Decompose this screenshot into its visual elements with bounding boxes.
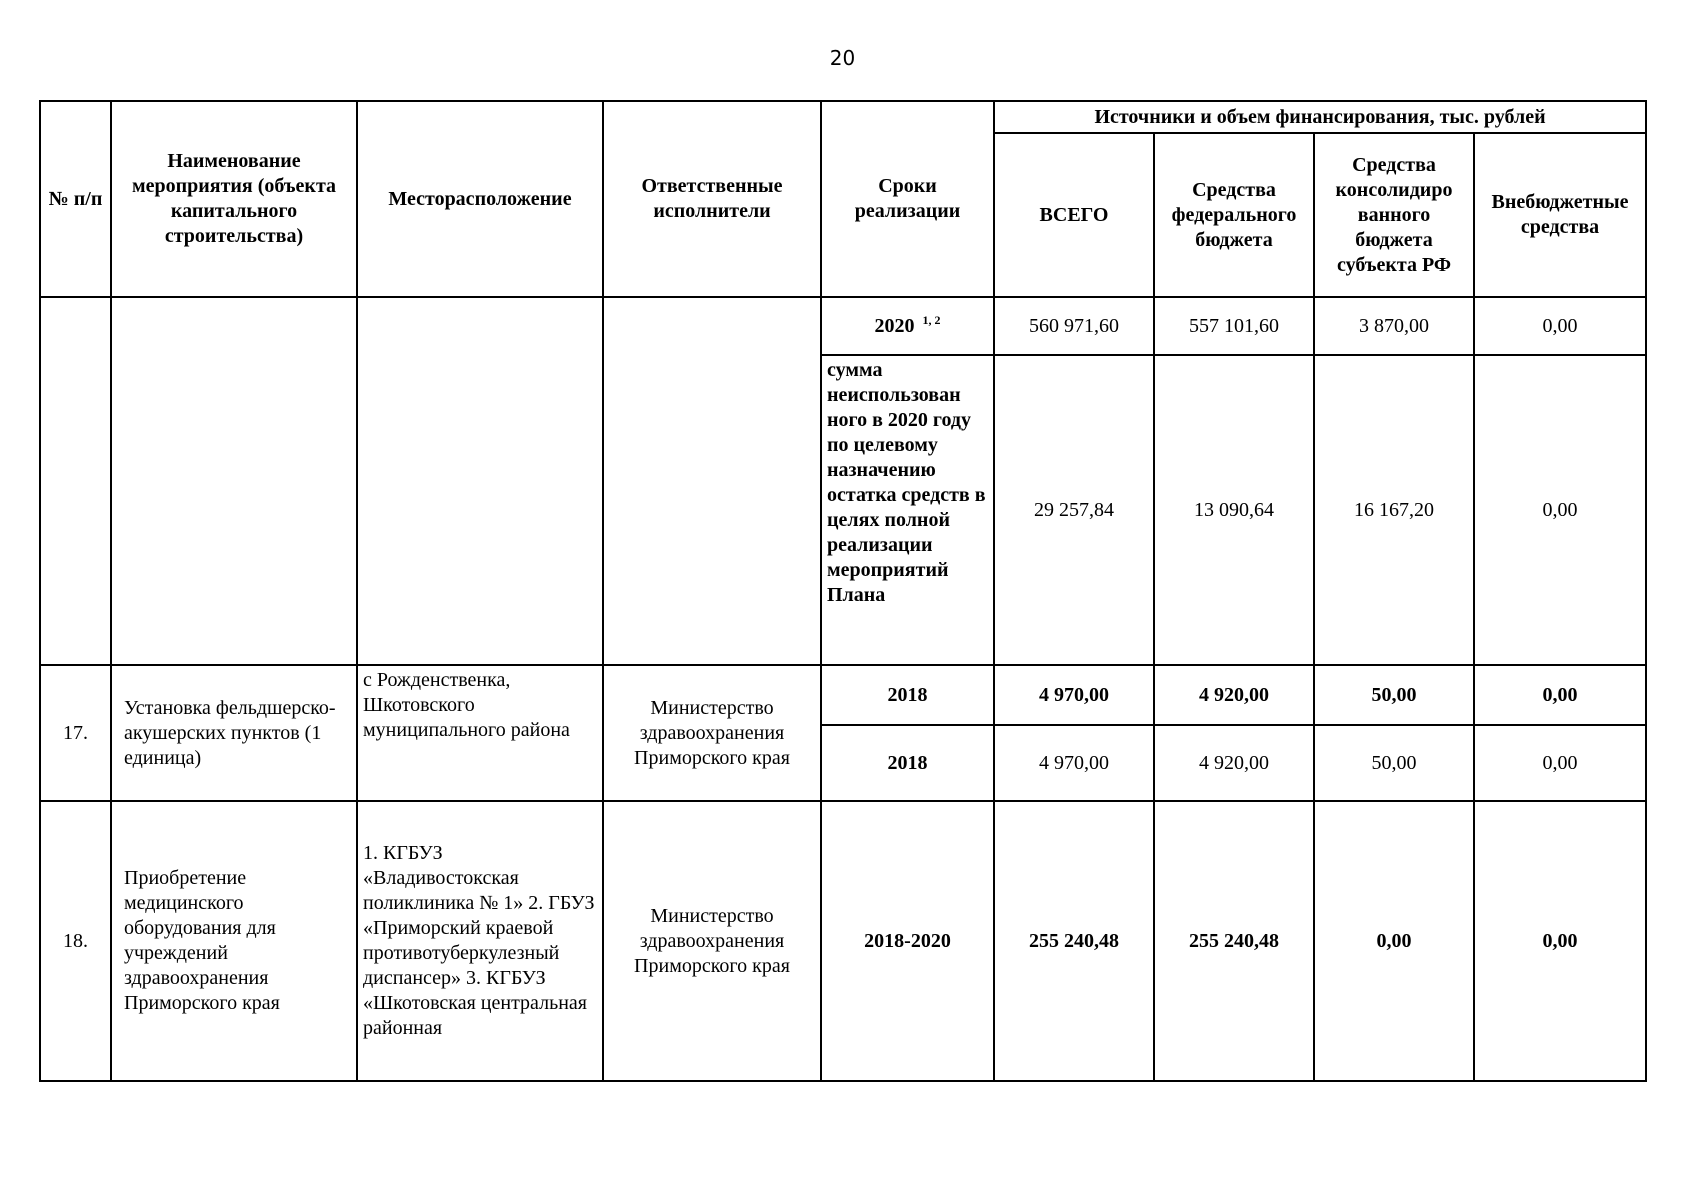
term-footnote-ref: 1, 2 (922, 313, 941, 327)
cont-location-cell (357, 297, 603, 665)
item-executor: Министерство здравоохранения Приморского края (603, 801, 821, 1081)
header-name: Наименование мероприятия (объекта капитального строительства) (111, 101, 357, 297)
regional-cell: 3 870,00 (1314, 297, 1474, 355)
header-sources-group: Источники и объем финансирования, тыс. рублей (994, 101, 1646, 133)
regional-cell: 50,00 (1314, 725, 1474, 801)
item-executor: Министерство здравоохранения Приморского края (603, 665, 821, 801)
financing-table (39, 100, 1647, 1082)
extrabudget-cell: 0,00 (1474, 297, 1646, 355)
header-federal: Средства федерального бюджета (1154, 133, 1314, 297)
page-number: 20 (829, 46, 856, 70)
header-extrabudget: Внебюджетные средства (1474, 133, 1646, 297)
term-cell: 2018 (821, 665, 994, 725)
regional-cell: 50,00 (1314, 665, 1474, 725)
item-location: 1. КГБУЗ «Владивостокская поликлиника № 1» 2. ГБУЗ «Приморский краевой противотуберкулезный диспансер» 3. КГБУЗ «Шкотовская центральная районная (357, 801, 603, 1081)
term-cell (821, 297, 994, 355)
cont-num-cell (40, 297, 111, 665)
extrabudget-cell: 0,00 (1474, 725, 1646, 801)
federal-cell: 255 240,48 (1154, 801, 1314, 1081)
header-executors: Ответственные исполнители (603, 101, 821, 297)
table-row (40, 801, 1646, 1081)
term-cell: 2018 (821, 725, 994, 801)
header-row-1 (40, 101, 1646, 133)
item-name: Приобретение медицинского оборудования для учреждений здравоохранения Приморского края (111, 801, 357, 1081)
total-cell: 4 970,00 (994, 725, 1154, 801)
federal-cell: 4 920,00 (1154, 665, 1314, 725)
federal-cell: 4 920,00 (1154, 725, 1314, 801)
federal-cell: 13 090,64 (1154, 355, 1314, 665)
header-num: № п/п (40, 101, 111, 297)
term-cell: сумма неиспользован ного в 2020 году по целевому назначению остатка средств в целях полной реализации мероприятий Плана (821, 355, 994, 665)
header-regional: Средства консолидиро ванного бюджета субъекта РФ (1314, 133, 1474, 297)
table-row (40, 665, 1646, 725)
item-number: 17. (40, 665, 111, 801)
total-cell: 560 971,60 (994, 297, 1154, 355)
extrabudget-cell: 0,00 (1474, 665, 1646, 725)
term-cell: 2018-2020 (821, 801, 994, 1081)
extrabudget-cell: 0,00 (1474, 355, 1646, 665)
regional-cell: 16 167,20 (1314, 355, 1474, 665)
item-location: с Рожденственка, Шкотовского муниципального района (357, 665, 603, 801)
regional-cell: 0,00 (1314, 801, 1474, 1081)
header-terms: Сроки реализации (821, 101, 994, 297)
extrabudget-cell: 0,00 (1474, 801, 1646, 1081)
table-row (40, 297, 1646, 355)
item-number: 18. (40, 801, 111, 1081)
term-year: 2020 (874, 315, 915, 337)
cont-name-cell (111, 297, 357, 665)
cont-executor-cell (603, 297, 821, 665)
header-location: Месторасположение (357, 101, 603, 297)
item-name: Установка фельдшерско-акушерских пунктов (1 единица) (111, 665, 357, 801)
total-cell: 29 257,84 (994, 355, 1154, 665)
total-cell: 255 240,48 (994, 801, 1154, 1081)
header-total: ВСЕГО (994, 133, 1154, 297)
total-cell: 4 970,00 (994, 665, 1154, 725)
federal-cell: 557 101,60 (1154, 297, 1314, 355)
